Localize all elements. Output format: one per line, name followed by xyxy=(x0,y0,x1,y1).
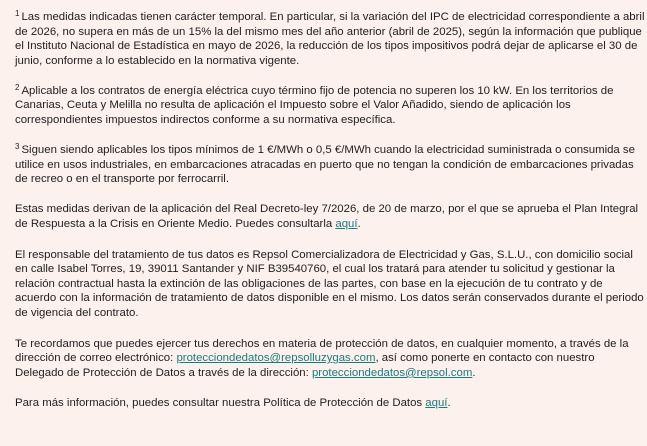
dpo-email-link[interactable]: protecciondedatos@repsol.com xyxy=(311,366,473,379)
privacy-policy-link[interactable]: aquí xyxy=(425,397,448,410)
data-controller-paragraph xyxy=(15,248,645,321)
footnote-3-text: Siguen siendo aplicables los tipos mínimos de 1 €/MWh o 0,5 €/MWh cuando la electricidad suministrada o consumida se utilice en usos industriales, en embarcaciones atracadas en puerto que no tengan la condición de embarcaciones privadas de recreo o en el transporte por ferrocarril. xyxy=(15,144,635,186)
data-rights-paragraph xyxy=(15,337,645,381)
more-info-text: Para más información, puedes consultar nuestra Política de Protección de Datos xyxy=(15,397,426,410)
footnote-2-text: Aplicable a los contratos de energía eléctrica cuyo término fijo de potencia no superen los 10 kW. En los territorios de Canarias, Ceuta y Melilla no resulta de aplicación el Impuesto sobre el Valor Añadido, siendo de aplicación los correspondientes impuestos indirectos conforme a su normativa específica. xyxy=(15,84,614,127)
decree-end: . xyxy=(357,218,361,231)
footnote-1-text: Las medidas indicadas tienen carácter temporal. En particular, si la variación del IPC de electricidad correspondiente a abril de 2026, no supera en más de un 15% la del mismo mes del año anterior (abril de 2025), según la información que publique el Instituto Nacional de Estadística en mayo de 2026, la reducción de los tipos impositivos podrá dejar de aplicarse el 30 de junio, conforme a lo establecido en la normativa vigente. xyxy=(15,11,645,67)
data-controller-text: El responsable del tratamiento de tus datos es Repsol Comercializadora de Electricidad y Gas, S.L.U., con domicilio social en calle Isabel Torres, 19, 39011 Santander y NIF B39540760, el cual los tratará para atender tu solicitud y gestionar la relación contractual hasta la extinción de las obligaciones de las partes, con base en la ejecución de tu contrato y de acuerdo con la información de tratamiento de datos disponible en el mismo. Los datos serán conservados durante el periodo de vigencia del contrato. xyxy=(15,248,644,319)
privacy-email-link[interactable]: protecciondedatos@repsolluzygas.com xyxy=(176,352,376,365)
data-rights-text-before: Te recordamos que puedes ejercer tus derechos en materia de protección de datos, en cualquier momento, a través de la dirección de correo electrónico: xyxy=(15,337,629,365)
data-rights-end: . xyxy=(472,366,476,379)
decree-paragraph xyxy=(15,202,645,231)
footnote-2-number: 2 xyxy=(15,82,20,92)
footnote-3-number: 3 xyxy=(15,142,20,152)
decree-link[interactable]: aquí xyxy=(335,218,358,231)
footnote-1 xyxy=(15,10,645,68)
footnote-1-number: 1 xyxy=(15,9,20,18)
more-info-paragraph xyxy=(15,396,645,411)
footnote-3 xyxy=(15,143,645,187)
decree-text: Estas medidas derivan de la aplicación del Real Decreto-ley 7/2026, de 20 de marzo, por el que se aprueba el Plan Integral de Respuesta a la Crisis en Oriente Medio. Puedes consultarla xyxy=(15,203,639,231)
data-rights-text-middle: , así como ponerte en contacto con nuestro Delegado de Protección de Datos a través de la dirección: xyxy=(15,352,595,379)
footnote-2 xyxy=(15,84,645,128)
more-info-end: . xyxy=(447,397,451,410)
